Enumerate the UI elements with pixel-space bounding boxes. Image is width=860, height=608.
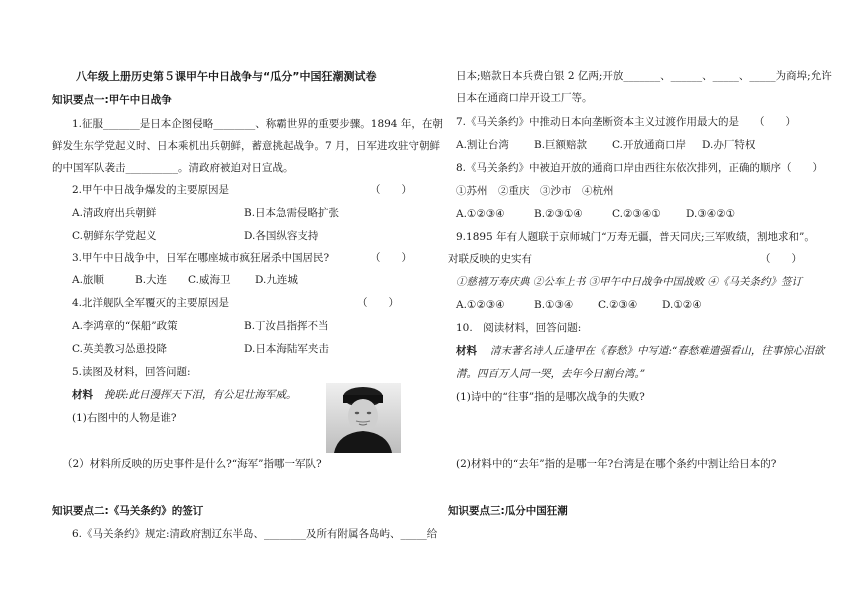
question-4-option-b: B.丁汝昌指挥不当	[244, 320, 329, 332]
question-7-option-c: C.开放通商口岸	[612, 139, 686, 151]
question-3: 3.甲午中日战争中，日军在哪座城市疯狂屠杀中国居民?	[72, 252, 330, 264]
question-8-items: ①苏州 ②重庆 ③沙市 ④杭州	[456, 185, 614, 197]
question-8-option-c: C.②③④①	[612, 208, 661, 220]
question-2-option-b: B.日本急需侵略扩张	[244, 207, 340, 219]
question-9-items: ①慈禧万寿庆典 ②公车上书 ③甲午中日战争中国战败 ④《马关条约》签订	[456, 276, 803, 288]
question-2: 2.甲午中日战争爆发的主要原因是	[72, 184, 230, 196]
question-9-answer-paren: （ ）	[760, 253, 802, 265]
question-3-option-d: D.九连城	[255, 274, 298, 286]
question-8-option-b: B.②③①④	[534, 208, 583, 220]
question-2-option-c: C.朝鲜东学党起义	[72, 230, 157, 242]
question-2-option-a: A.清政府出兵朝鲜	[72, 207, 157, 219]
portrait-image	[326, 383, 401, 453]
question-3-option-b: B.大连	[135, 274, 168, 286]
question-8-option-a: A.①②③④	[456, 208, 505, 220]
question-8: 8.《马关条约》中被迫开放的通商口岸由西往东依次排列，正确的顺序（ ）	[456, 162, 824, 174]
question-4-option-a: A.李鸿章的“保船”政策	[72, 320, 178, 332]
question-9-option-c: C.②③④	[598, 299, 638, 311]
question-4-option-c: C.英美教习怂恿投降	[72, 343, 167, 355]
question-1-line-2: 鲜发生东学党起义时、日本乘机出兵朝鲜，蓄意挑起战争。7 月，日军进攻驻守朝鲜	[52, 140, 441, 152]
page-title: 八年级上册历史第５课甲午中日战争与“瓜分”中国狂潮测试卷	[76, 70, 377, 83]
question-6: 6.《马关条约》规定:清政府割辽东半岛、________及所有附属各岛屿、_____给	[72, 528, 438, 540]
question-8-option-d: D.③④②①	[686, 208, 736, 220]
question-5: 5.读图及材料，回答问题:	[72, 366, 191, 378]
section-heading-1: 知识要点一:甲午中日战争	[52, 94, 172, 106]
question-3-answer-paren: （ ）	[370, 252, 412, 264]
question-4-answer-paren: （ ）	[357, 297, 399, 309]
question-9-option-a: A.①②③④	[456, 299, 505, 311]
question-9-line-1: 9.1895 年有人题联于京师城门“万寿无疆，普天同庆;三军败绩，割地求和”。	[456, 231, 815, 243]
question-7-option-b: B.巨额赔款	[534, 139, 588, 151]
question-7-option-a: A.割让台湾	[456, 139, 509, 151]
material-couplet: 挽联:此日漫挥天下泪，有公足壮海军威。	[104, 389, 297, 401]
question-9-line-2: 对联反映的史实有	[448, 253, 532, 265]
question-7: 7.《马关条约》中推动日本向垄断资本主义过渡作用最大的是	[456, 116, 740, 128]
question-9-option-b: B.①③④	[534, 299, 574, 311]
question-10-material-label: 材料	[456, 345, 477, 357]
question-10-material-line-2: 潸。四百万人同一哭，去年今日割台湾。”	[456, 368, 646, 380]
question-1-line-1: 1.征服_______是日本企图侵略________、称霸世界的重要步骤。1894 年，在朝	[72, 118, 443, 130]
question-10-sub-2: (2)材料中的“去年”指的是哪一年?台湾是在哪个条约中割让给日本的?	[456, 458, 777, 470]
portrait-photo	[326, 383, 401, 453]
question-6-continued-line-2: 日本在通商口岸开设工厂等。	[456, 92, 593, 104]
question-7-answer-paren: （ ）	[754, 116, 796, 128]
question-5-sub-1: (1)右图中的人物是谁?	[72, 412, 177, 424]
question-2-option-d: D.各国纵容支持	[244, 230, 319, 242]
question-1-line-3: 的中国军队袭击__________。清政府被迫对日宣战。	[52, 162, 294, 174]
question-3-option-a: A.旅顺	[72, 274, 104, 286]
question-5-sub-2: （2）材料所反映的历史事件是什么?“海军”指哪一军队?	[62, 458, 322, 470]
question-6-continued-line-1: 日本;赔款日本兵费白银 2 亿两;开放_______、______、_____、_____为商埠;允许	[456, 70, 832, 82]
question-10-material-line-1: 清末著名诗人丘逢甲在《春愁》中写道:“春愁难遣强看山，往事惊心泪欲	[490, 345, 825, 357]
section-heading-2: 知识要点二:《马关条约》的签订	[52, 505, 204, 517]
question-7-option-d: D.办厂特权	[702, 139, 756, 151]
question-2-answer-paren: （ ）	[370, 184, 412, 196]
question-9-option-d: D.①②④	[662, 299, 702, 311]
question-3-option-c: C.威海卫	[188, 274, 231, 286]
material-label: 材料	[72, 389, 93, 401]
question-4: 4.北洋舰队全军覆灭的主要原因是	[72, 297, 230, 309]
question-10-sub-1: (1)诗中的“往事”指的是哪次战争的失败?	[456, 391, 645, 403]
section-heading-3: 知识要点三:瓜分中国狂潮	[448, 505, 568, 517]
question-4-option-d: D.日本海陆军夹击	[244, 343, 329, 355]
question-10: 10. 阅读材料，回答问题:	[456, 322, 582, 334]
